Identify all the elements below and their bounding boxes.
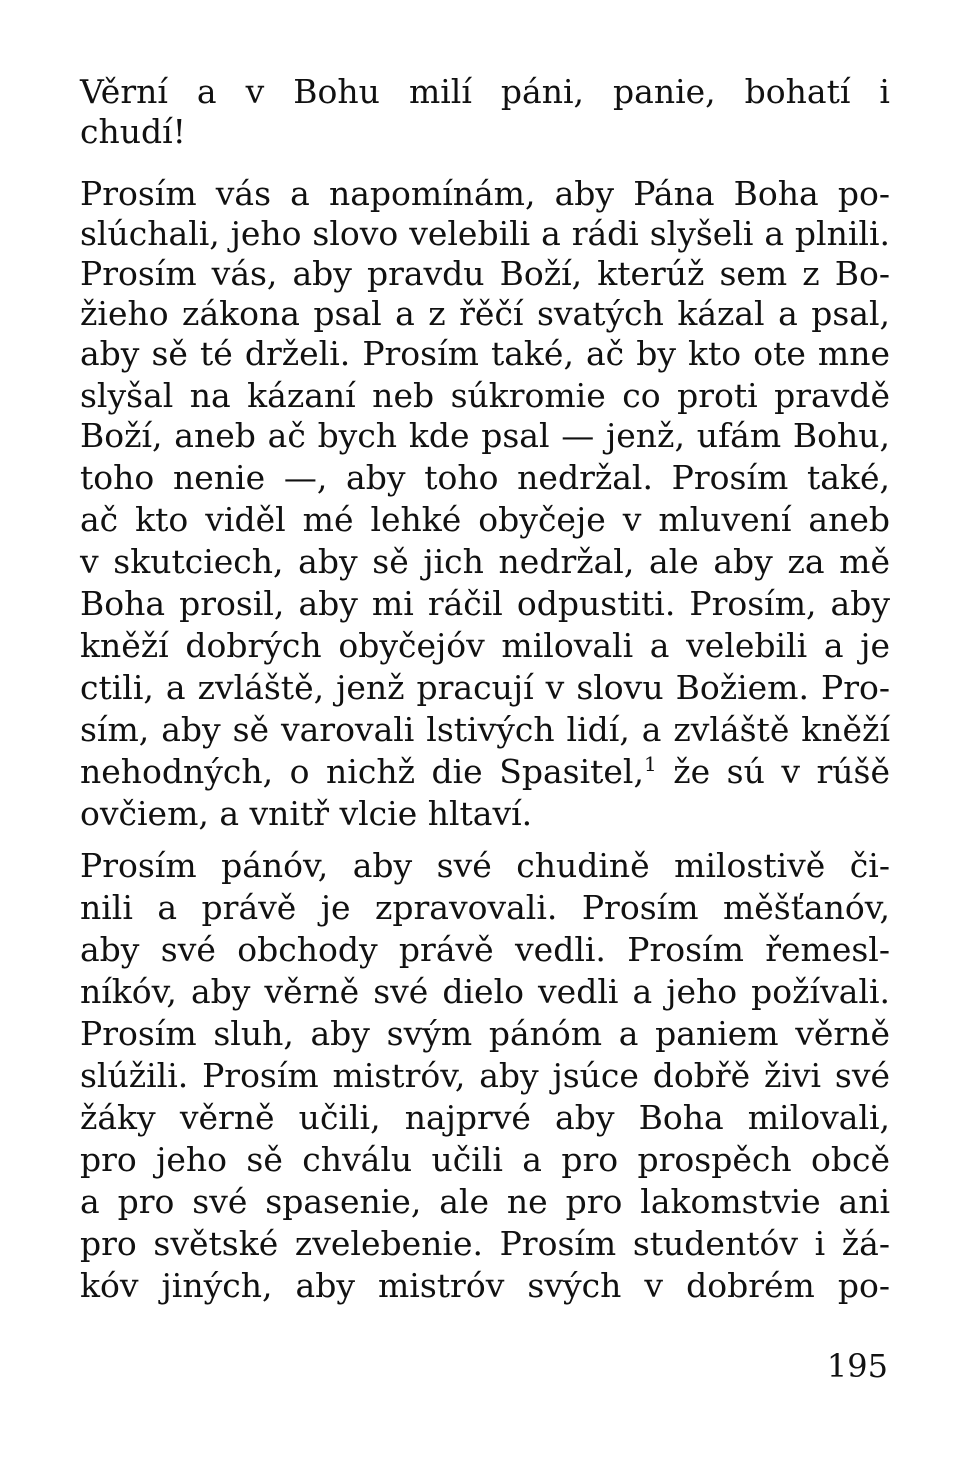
text-fragment: že sú v rúšě [656,752,890,791]
footnote-marker: 1 [643,752,657,776]
text-line: Boží, aneb ač bych kde psal — jenž, ufám Bohu, [80,416,890,455]
text-line: žieho zákona psal a z řěčí svatých kázal a psal, [80,294,890,333]
text-line: nili a právě je zpravovali. Prosím měšťanóv, [80,888,890,927]
text-line: chudí! [80,112,186,151]
text-line: toho nenie —, aby toho nedržal. Prosím také, [80,458,890,497]
text-line: slúchali, jeho slovo velebili a rádi slyšeli a plnili. [80,214,890,253]
text-fragment: nehodných, o nichž die Spasitel, [80,752,644,791]
text-line: v skutciech, aby sě jich nedržal, ale aby za mě [80,542,890,581]
text-line: sím, aby sě varovali lstivých lidí, a zvláště kněží [80,710,890,749]
text-line: pro světské zvelebenie. Prosím studentóv i žá- [80,1224,890,1263]
text-line: Věrní a v Bohu milí páni, panie, bohatí i [80,72,890,111]
text-line: slyšal na kázaní neb súkromie co proti pravdě [80,376,890,415]
text-line: Prosím vás a napomínám, aby Pána Boha po- [80,174,890,213]
text-line: slúžili. Prosím mistróv, aby jsúce dobřě živi své [80,1056,890,1095]
page-number: 195 [826,1347,888,1385]
text-line: Boha prosil, aby mi ráčil odpustiti. Prosím, aby [80,584,890,623]
text-line: aby své obchody právě vedli. Prosím řemesl- [80,930,890,969]
text-line: Prosím sluh, aby svým pánóm a paniem věrně [80,1014,890,1053]
text-line: ctili, a zvláště, jenž pracují v slovu Božiem. Pro- [80,668,890,707]
text-line: aby sě té drželi. Prosím také, ač by kto ote mne [80,334,890,373]
text-line: kněží dobrých obyčejóv milovali a velebili a je [80,626,890,665]
text-line: Prosím pánóv, aby své chudině milostivě či- [80,846,890,885]
text-line: Prosím vás, aby pravdu Boží, kterúž sem z Bo- [80,254,890,293]
text-line: ovčiem, a vnitř vlcie hltaví. [80,794,533,833]
text-line: a pro své spasenie, ale ne pro lakomstvie ani [80,1182,890,1221]
text-line: ač kto viděl mé lehké obyčeje v mluvení aneb [80,500,890,539]
text-line: kóv jiných, aby mistróv svých v dobrém po- [80,1266,890,1305]
text-line: pro jeho sě chválu učili a pro prospěch obcě [80,1140,890,1179]
text-line: níkóv, aby věrně své dielo vedli a jeho požívali. [80,972,890,1011]
text-line: žáky věrně učili, najprvé aby Boha milovali, [80,1098,890,1137]
text-line [80,752,890,792]
